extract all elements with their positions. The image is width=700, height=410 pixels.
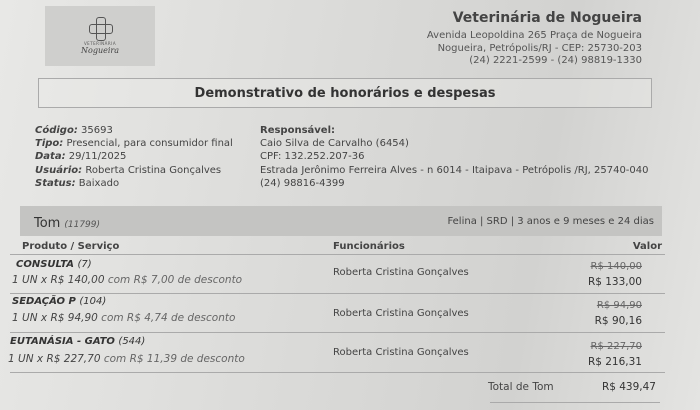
column-header-staff: Funcionários <box>333 241 405 252</box>
pet-header-bar <box>20 206 662 236</box>
clinic-address-1: Avenida Leopoldina 265 Praça de Nogueira <box>426 30 642 41</box>
clinic-name: Veterinária de Nogueira <box>452 10 642 26</box>
item-name: CONSULTA (7) <box>16 259 92 270</box>
responsavel-phone: (24) 98816-4399 <box>260 177 345 189</box>
clinic-header <box>427 10 642 68</box>
pet-description: Felina | SRD | 3 anos e 9 meses e 24 dias <box>447 215 654 227</box>
pet-title <box>34 212 100 231</box>
clinic-phones: (24) 2221-2599 - (24) 98819-1330 <box>469 55 642 66</box>
item-old-price: R$ 227,70 <box>590 341 642 352</box>
item-old-price: R$ 94,90 <box>596 300 642 311</box>
column-header-product: Produto / Serviço <box>22 241 120 252</box>
item-detail: 1 UN x R$ 227,70 com R$ 11,39 de desconto <box>8 353 245 365</box>
status-value: Baixado <box>78 177 120 189</box>
row-divider <box>10 332 665 333</box>
row-divider <box>10 293 665 294</box>
item-new-price: R$ 90,16 <box>594 315 642 327</box>
logo-small-text: VETERINÁRIA <box>83 41 117 46</box>
codigo-row: Código: 35693 <box>35 125 113 136</box>
data-row: Data: 29/11/2025 <box>35 151 127 163</box>
item-detail: 1 UN x R$ 140,00 com R$ 7,00 de desconto <box>12 274 243 286</box>
medical-cross-icon <box>89 17 111 39</box>
item-staff: Roberta Cristina Gonçalves <box>333 308 469 319</box>
pet-id: (11799) <box>64 219 101 230</box>
data-value: 29/11/2025 <box>68 151 127 163</box>
total-label: Total de Tom <box>488 381 554 393</box>
tipo-row: Tipo: Presencial, para consumidor final <box>35 138 233 150</box>
responsavel-name: Caio Silva de Carvalho (6454) <box>260 138 409 150</box>
responsavel-cpf: CPF: 132.252.207-36 <box>260 151 365 163</box>
order-info <box>35 124 233 190</box>
total-value: R$ 439,47 <box>601 381 656 393</box>
clinic-logo <box>45 6 155 66</box>
item-new-price: R$ 133,00 <box>587 276 642 288</box>
status-row: Status: Baixado <box>35 177 120 189</box>
responsavel-label: Responsável: <box>260 125 336 136</box>
item-staff: Roberta Cristina Gonçalves <box>333 347 469 358</box>
usuario-row: Usuário: Roberta Cristina Gonçalves <box>35 164 222 176</box>
item-staff: Roberta Cristina Gonçalves <box>333 267 469 278</box>
logo-script-text: Nogueira <box>81 46 119 55</box>
responsavel-info <box>260 124 649 190</box>
pet-name: Tom <box>34 215 61 231</box>
clinic-address-2: Nogueira, Petrópolis/RJ - CEP: 25730-203 <box>437 42 642 54</box>
responsavel-address: Estrada Jerônimo Ferreira Alves - n 6014 - Itaipava - Petrópolis /RJ, 25740-040 <box>260 164 649 176</box>
codigo-value: 35693 <box>81 125 113 136</box>
row-divider <box>10 254 665 255</box>
tipo-value: Presencial, para consumidor final <box>66 138 233 150</box>
item-detail: 1 UN x R$ 94,90 com R$ 4,74 de desconto <box>12 312 236 324</box>
table-bottom-divider <box>10 372 665 373</box>
document-title: Demonstrativo de honorários e despesas <box>194 85 496 101</box>
item-name: EUTANÁSIA - GATO (544) <box>10 336 146 347</box>
usuario-value: Roberta Cristina Gonçalves <box>85 164 222 176</box>
total-divider <box>490 402 660 403</box>
item-old-price: R$ 140,00 <box>590 261 642 272</box>
column-header-value: Valor <box>632 241 662 252</box>
item-new-price: R$ 216,31 <box>587 356 642 368</box>
item-name: SEDAÇÃO P (104) <box>12 296 107 307</box>
document-title-box <box>38 78 652 108</box>
